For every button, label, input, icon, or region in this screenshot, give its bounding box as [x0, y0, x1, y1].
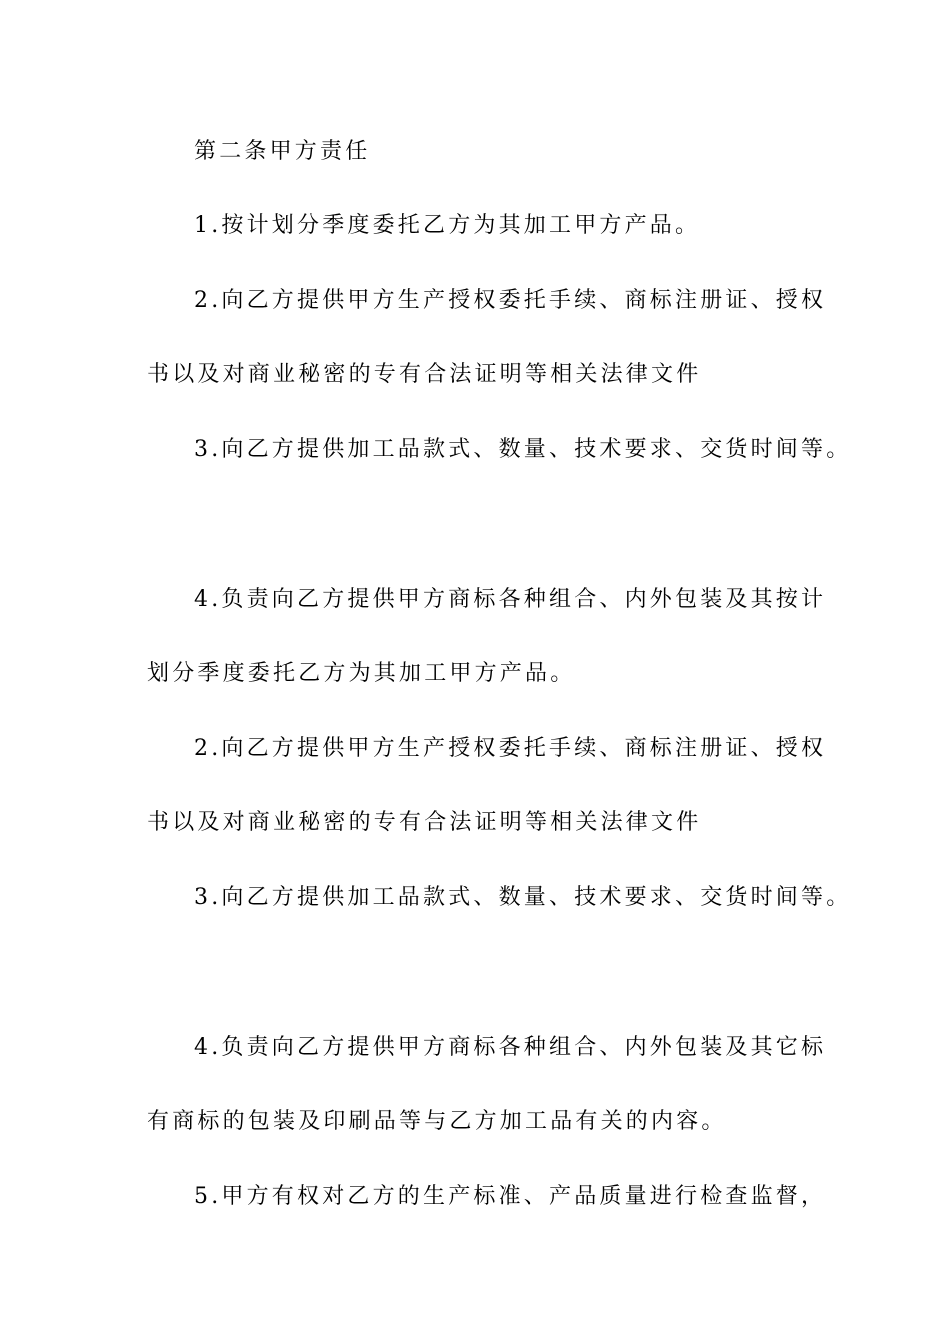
paragraph-line: 5.甲方有权对乙方的生产标准、产品质量进行检查监督，	[194, 1184, 827, 1209]
paragraph-line: 2.向乙方提供甲方生产授权委托手续、商标注册证、授权	[194, 288, 827, 313]
paragraph-line: 1.按计划分季度委托乙方为其加工甲方产品。	[194, 213, 701, 238]
paragraph-line: 书以及对商业秘密的专有合法证明等相关法律文件	[147, 362, 702, 387]
paragraph-line: 3.向乙方提供加工品款式、数量、技术要求、交货时间等。	[194, 437, 852, 462]
paragraph-line: 4.负责向乙方提供甲方商标各种组合、内外包装及其它标	[194, 1035, 827, 1060]
section-heading: 第二条甲方责任	[194, 139, 371, 164]
paragraph-line: 3.向乙方提供加工品款式、数量、技术要求、交货时间等。	[194, 885, 852, 910]
paragraph-line: 书以及对商业秘密的专有合法证明等相关法律文件	[147, 810, 702, 835]
paragraph-line: 2.向乙方提供甲方生产授权委托手续、商标注册证、授权	[194, 736, 827, 761]
paragraph-line: 4.负责向乙方提供甲方商标各种组合、内外包装及其按计	[194, 587, 827, 612]
paragraph-line: 有商标的包装及印刷品等与乙方加工品有关的内容。	[147, 1109, 727, 1134]
paragraph-line: 划分季度委托乙方为其加工甲方产品。	[147, 661, 576, 686]
